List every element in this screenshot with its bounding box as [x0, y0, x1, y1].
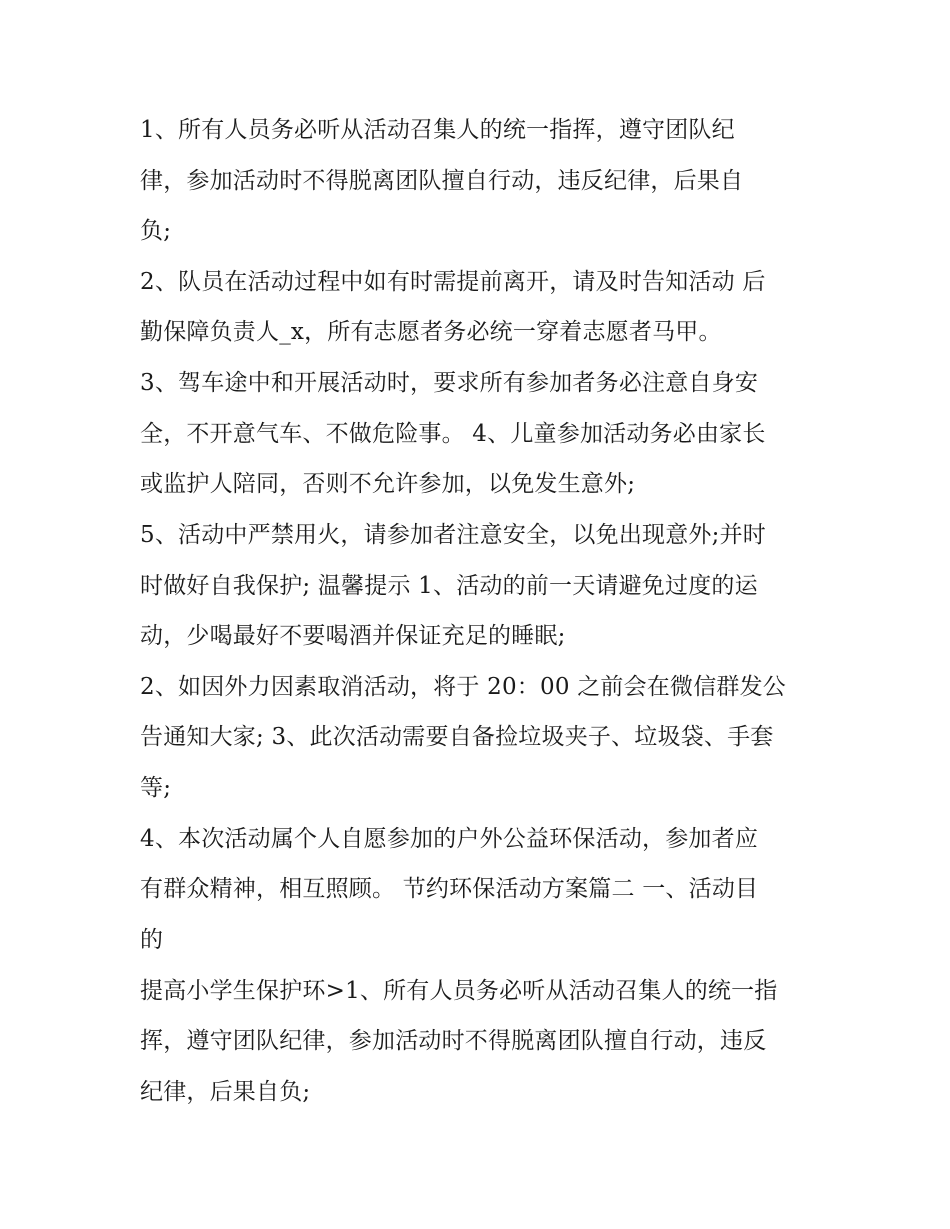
text-line: 5、活动中严禁用火，请参加者注意安全，以免出现意外;并时 — [140, 522, 766, 548]
text-line: 等; — [140, 775, 172, 801]
text-line: 动，少喝最好不要喝酒并保证充足的睡眠; — [140, 623, 566, 649]
text-line: 告通知大家; 3、此次活动需要自备捡垃圾夹子、垃圾袋、手套 — [140, 724, 774, 750]
text-line: 勤保障负责人_x，所有志愿者务必统一穿着志愿者马甲。 — [140, 319, 722, 345]
text-line: 挥，遵守团队纪律，参加活动时不得脱离团队擅自行动，违反 — [140, 1028, 767, 1054]
text-line: 时做好自我保护; 温馨提示 1、活动的前一天请避免过度的运 — [140, 573, 758, 599]
text-line: 或监护人陪同，否则不允许参加，以免发生意外; — [140, 471, 636, 497]
text-line: 有群众精神，相互照顾。 节约环保活动方案篇二 一、活动目 — [140, 876, 759, 902]
text-line: 2、如因外力因素取消活动，将于 20：00 之前会在微信群发公 — [140, 674, 786, 700]
text-line: 律，参加活动时不得脱离团队擅自行动，违反纪律，后果自 — [140, 168, 744, 194]
text-line: 负; — [140, 218, 172, 244]
text-line: 2、队员在活动过程中如有时需提前离开，请及时告知活动 后 — [140, 269, 766, 295]
text-line: 的 — [140, 927, 164, 953]
text-line: 纪律，后果自负; — [140, 1079, 311, 1105]
text-line: 1、所有人员务必听从活动召集人的统一指挥，遵守团队纪 — [140, 117, 735, 143]
text-line: 3、驾车途中和开展活动时，要求所有参加者务必注意自身安 — [140, 370, 759, 396]
text-line: 提高小学生保护环>1、所有人员务必听从活动召集人的统一指 — [140, 978, 778, 1004]
text-line: 全，不开意气车、不做危险事。 4、儿童参加活动务必由家长 — [140, 421, 766, 447]
text-line: 4、本次活动属个人自愿参加的户外公益环保活动，参加者应 — [140, 826, 759, 852]
